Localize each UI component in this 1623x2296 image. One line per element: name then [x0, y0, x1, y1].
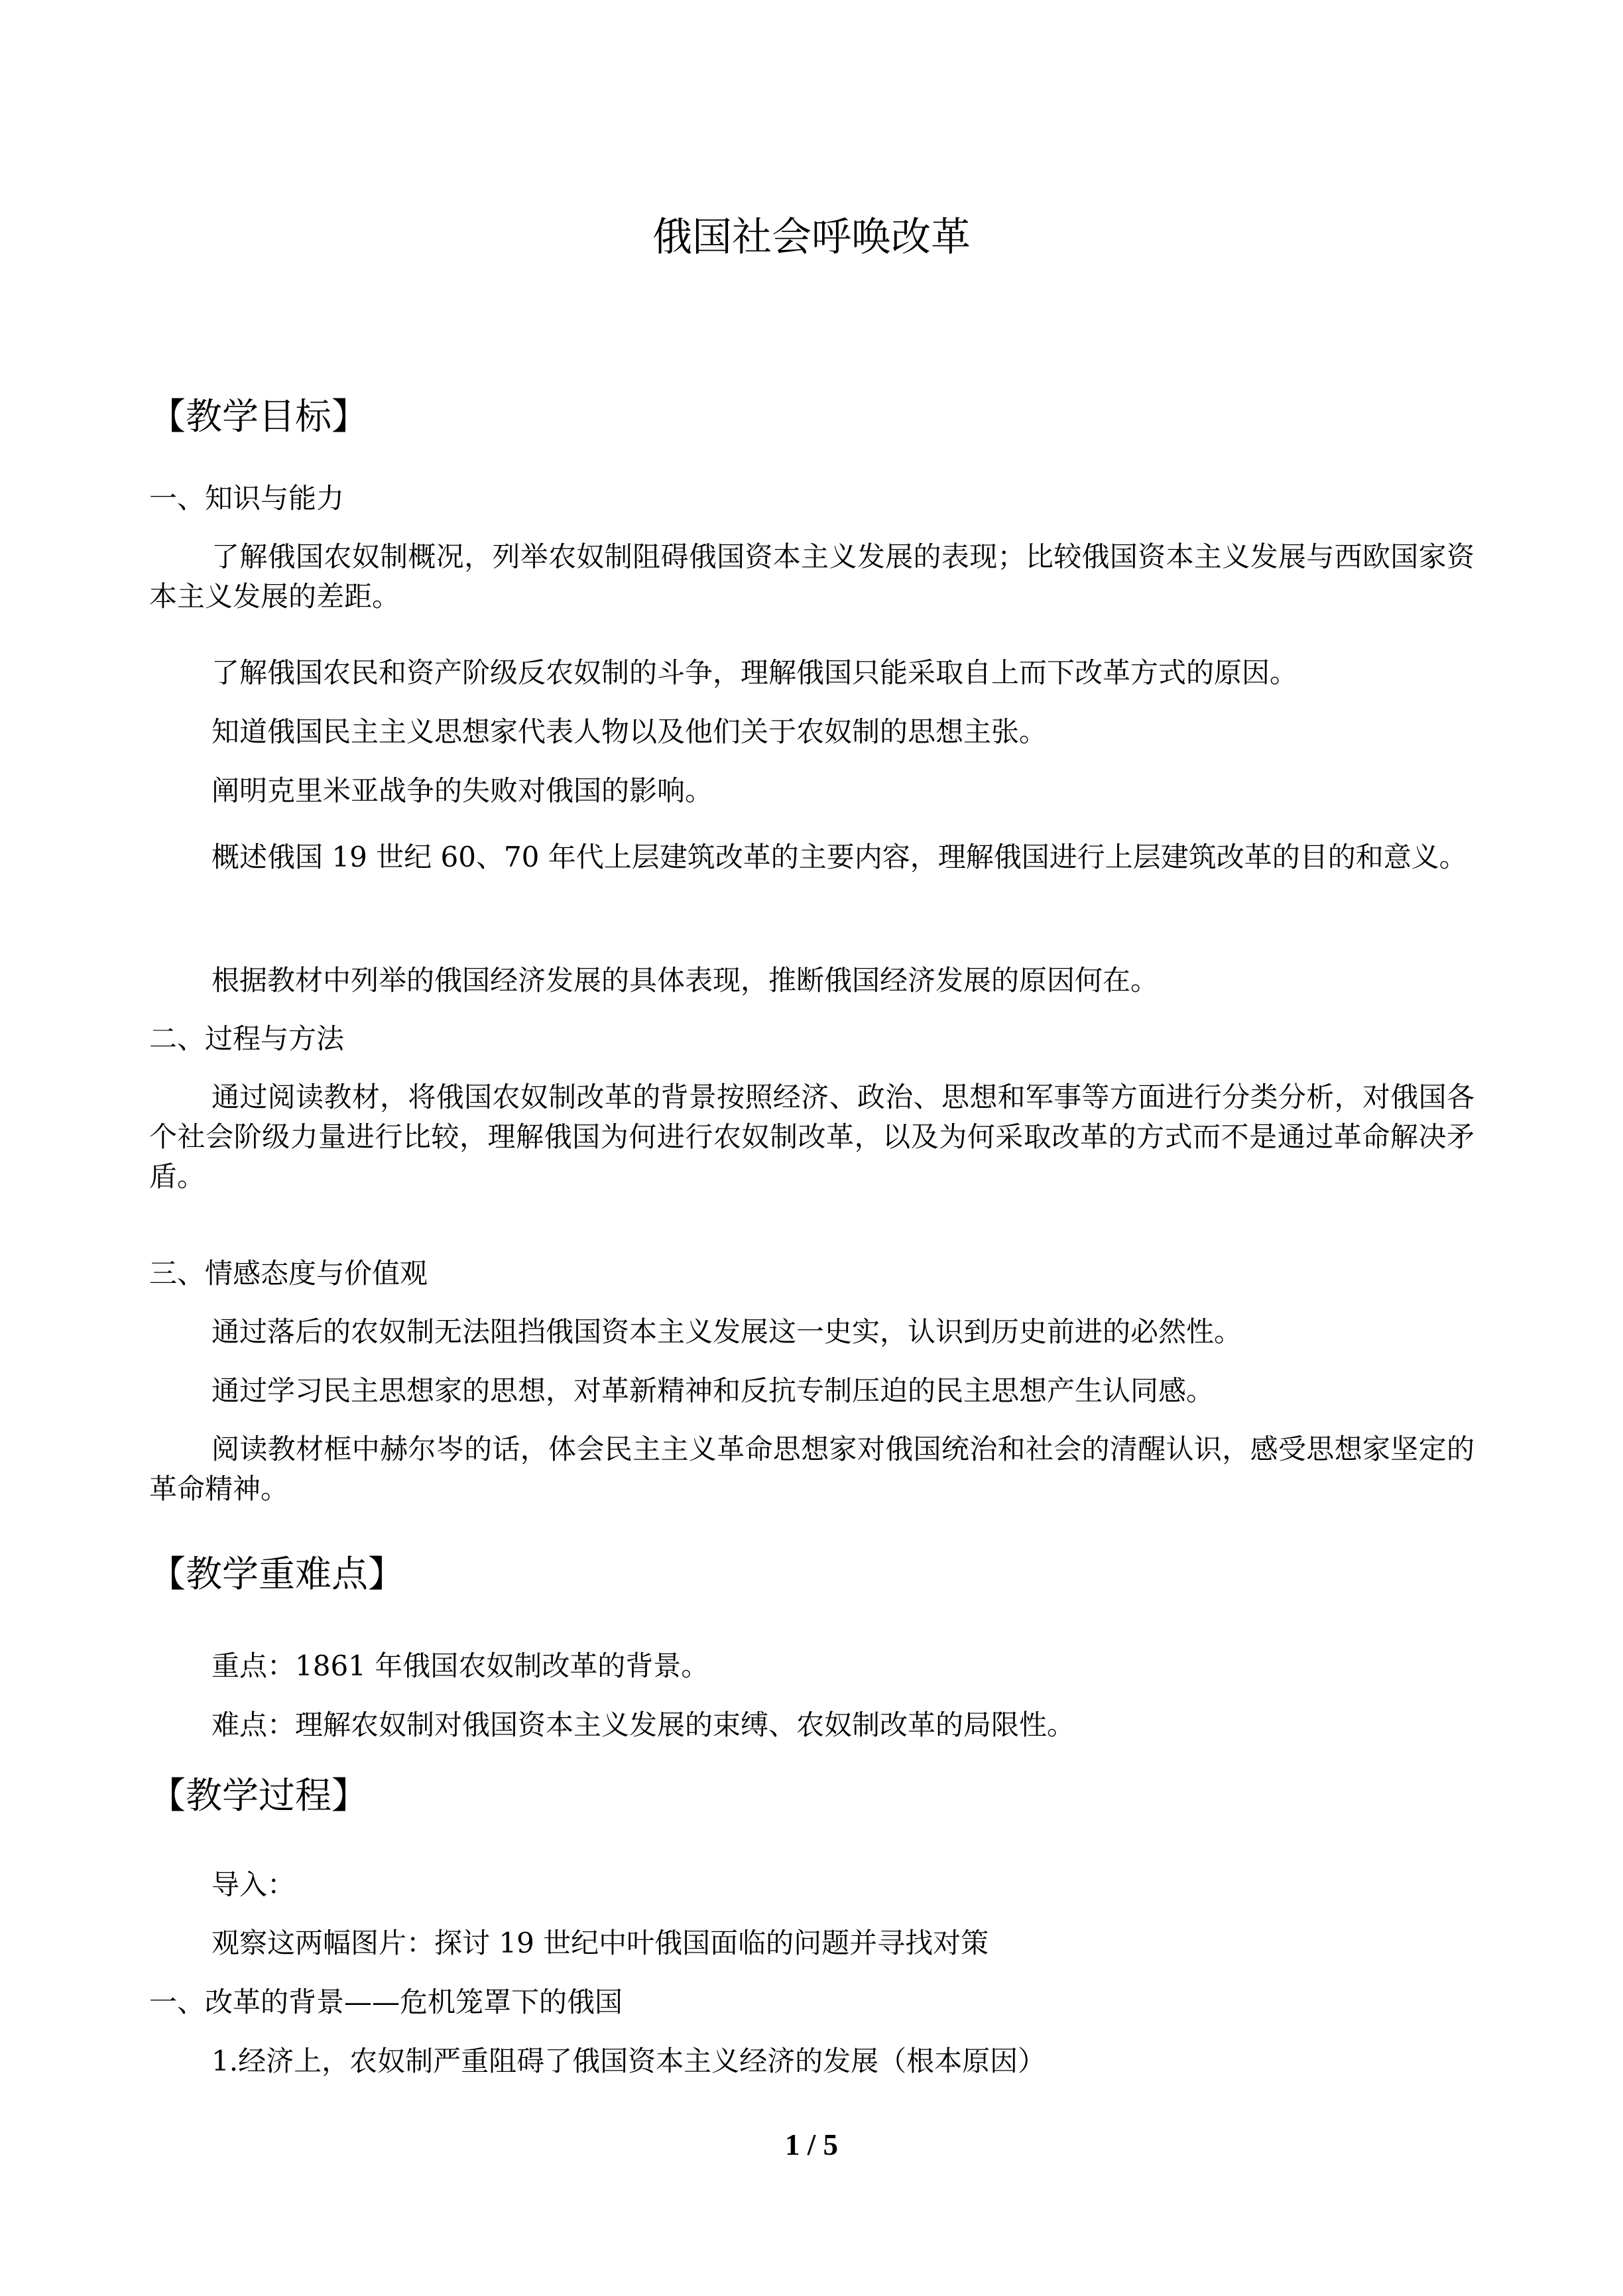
paragraph: 知道俄国民主主义思想家代表人物以及他们关于农奴制的思想主张。: [211, 715, 1048, 748]
paragraph: 观察这两幅图片：探讨 19 世纪中叶俄国面临的问题并寻找对策: [211, 1927, 989, 1959]
section-heading-process: 【教学过程】: [149, 1774, 369, 1817]
paragraph: 导入：: [211, 1868, 296, 1901]
paragraph-key-point: 重点：1861 年俄国农奴制改革的背景。: [211, 1650, 709, 1682]
paragraph: 阅读教材框中赫尔岑的话，体会民主主义革命思想家对俄国统治和社会的清醒认识，感受思想家坚定的革命精神。: [149, 1433, 1474, 1505]
paragraph: 概述俄国 19 世纪 60、70 年代上层建筑改革的主要内容，理解俄国进行上层建筑改革的目的和意义。: [211, 841, 1467, 873]
paragraph: 了解俄国农奴制概况，列举农奴制阻碍俄国资本主义发展的表现；比较俄国资本主义发展与西欧国家资本主义发展的差距。: [149, 540, 1474, 613]
subheading-process-method: 二、过程与方法: [149, 1022, 345, 1055]
paragraph: 了解俄国农民和资产阶级反农奴制的斗争，理解俄国只能采取自上而下改革方式的原因。: [211, 656, 1298, 689]
page-number: 1 / 5: [784, 2128, 838, 2161]
subheading-knowledge: 一、知识与能力: [149, 482, 345, 514]
paragraph: 通过阅读教材，将俄国农奴制改革的背景按照经济、政治、思想和军事等方面进行分类分析，对俄国各个社会阶级力量进行比较，理解俄国为何进行农奴制改革，以及为何采取改革的方式而不是通过革命解决矛盾。: [149, 1081, 1474, 1193]
paragraph: 通过落后的农奴制无法阻挡俄国资本主义发展这一史实，认识到历史前进的必然性。: [211, 1315, 1242, 1348]
subheading-attitude-values: 三、情感态度与价值观: [149, 1257, 428, 1290]
section-heading-goals: 【教学目标】: [149, 395, 369, 438]
document-title: 俄国社会呼唤改革: [652, 214, 971, 261]
paragraph: 通过学习民主思想家的思想，对革新精神和反抗专制压迫的民主思想产生认同感。: [211, 1374, 1215, 1407]
subheading-background: 一、改革的背景——危机笼罩下的俄国: [149, 1986, 623, 2018]
section-heading-keypoints: 【教学重难点】: [149, 1553, 405, 1595]
paragraph: 阐明克里米亚战争的失败对俄国的影响。: [211, 774, 713, 807]
paragraph-difficult-point: 难点：理解农奴制对俄国资本主义发展的束缚、农奴制改革的局限性。: [211, 1709, 1075, 1741]
paragraph: 根据教材中列举的俄国经济发展的具体表现，推断俄国经济发展的原因何在。: [211, 964, 1159, 997]
paragraph: 1.经济上，农奴制严重阻碍了俄国资本主义经济的发展（根本原因）: [211, 2045, 1046, 2077]
